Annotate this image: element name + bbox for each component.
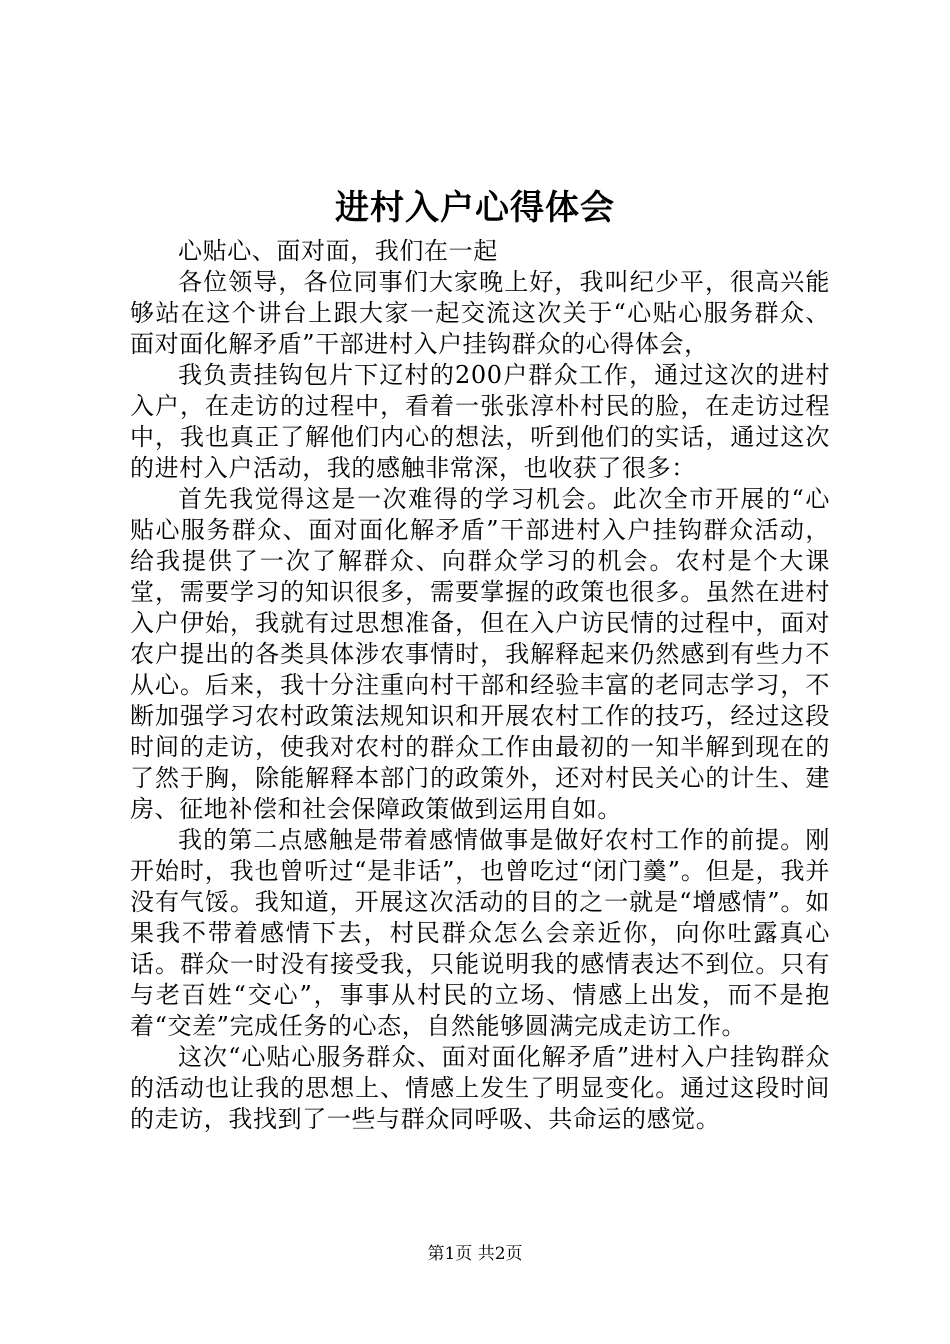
paragraph-subtitle: 心贴心、面对面，我们在一起 <box>178 237 498 265</box>
paragraph-responsibility: 我负责挂钩包片下辽村的200户群众工作，通过这次的进村入户，在走访的过程中，看着一张张淳朴村民的脸，在走访过程中，我也真正了解他们内心的想法，听到他们的实话，通过这次的进村入户活动，我的感触非常深，也收获了很多： <box>130 361 830 482</box>
document-title: 进村入户心得体会 <box>335 188 615 228</box>
page-number-footer: 第1页 共2页 <box>427 1244 523 1264</box>
paragraph-change: 这次“心贴心服务群众、面对面化解矛盾”进村入户挂钩群众的活动也让我的思想上、情感上发生了明显变化。通过这段时间的走访，我找到了一些与群众同呼吸、共命运的感觉。 <box>130 1043 830 1133</box>
paragraph-learning: 首先我觉得这是一次难得的学习机会。此次全市开展的“心贴心服务群众、面对面化解矛盾”干部进村入户挂钩群众活动，给我提供了一次了解群众、向群众学习的机会。农村是个大课堂，需要学习的知识很多，需要掌握的政策也很多。虽然在进村入户伊始，我就有过思想准备，但在入户访民情的过程中，面对农户提出的各类具体涉农事情时，我解释起来仍然感到有些力不从心。后来，我十分注重向村干部和经验丰富的老同志学习，不断加强学习农村政策法规知识和开展农村工作的技巧，经过这段时间的走访，使我对农村的群众工作由最初的一知半解到现在的了然于胸，除能解释本部门的政策外，还对村民关心的计生、建房、征地补偿和社会保障政策做到运用自如。 <box>130 485 830 823</box>
document-body <box>130 236 830 1135</box>
paragraph-emotion: 我的第二点感触是带着感情做事是做好农村工作的前提。刚开始时，我也曾听过“是非话”，也曾吃过“闭门羹”。但是，我并没有气馁。我知道，开展这次活动的目的之一就是“增感情”。如果我不带着感情下去，村民群众怎么会亲近你，向你吐露真心话。群众一时没有接受我，只能说明我的感情表达不到位。只有与老百姓“交心”，事事从村民的立场、情感上出发，而不是抱着“交差”完成任务的心态，自然能够圆满完成走访工作。 <box>130 826 830 1040</box>
paragraph-greeting: 各位领导，各位同事们大家晚上好，我叫纪少平，很高兴能够站在这个讲台上跟大家一起交流这次关于“心贴心服务群众、面对面化解矛盾”干部进村入户挂钩群众的心得体会， <box>130 268 830 358</box>
